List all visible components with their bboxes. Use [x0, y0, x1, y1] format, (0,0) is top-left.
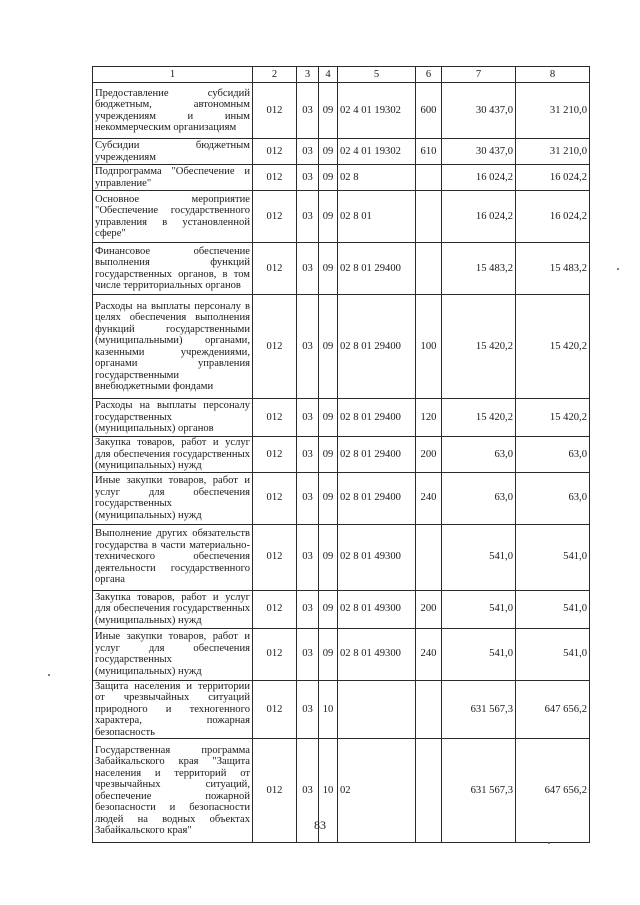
row-name-cell: Основное мероприятие "Обеспечение государственного управления в установленной сфере" — [93, 191, 253, 243]
table-row — [93, 295, 590, 399]
row-amount-year2-cell: 15 420,2 — [516, 399, 590, 437]
row-expense-type-cell: 600 — [416, 83, 442, 139]
row-expense-type-cell: 240 — [416, 628, 442, 680]
row-target-article-cell: 02 8 01 — [338, 191, 416, 243]
scan-speck — [617, 268, 619, 270]
header-col-6: 6 — [416, 67, 442, 83]
row-amount-year1-cell: 631 567,3 — [442, 739, 516, 843]
row-subsection-cell: 09 — [319, 437, 338, 473]
row-section-cell: 03 — [297, 83, 319, 139]
row-subsection-cell: 09 — [319, 399, 338, 437]
table-row — [93, 243, 590, 295]
row-code-cell: 012 — [253, 191, 297, 243]
row-target-article-cell: 02 8 01 29400 — [338, 437, 416, 473]
row-amount-year2-cell: 31 210,0 — [516, 83, 590, 139]
row-name-cell: Защита населения и территории от чрезвычайных ситуаций природного и техногенного характера, пожарная безопасность — [93, 680, 253, 739]
row-code-cell: 012 — [253, 295, 297, 399]
row-name-cell: Государственная программа Забайкальского края "Защита населения и территорий от чрезвычайных ситуаций, обеспечение пожарной безопасности и безопасности людей на водных объектах Забайкальского края" — [93, 739, 253, 843]
table-row — [93, 191, 590, 243]
row-code-cell: 012 — [253, 590, 297, 628]
row-amount-year2-cell: 15 483,2 — [516, 243, 590, 295]
row-section-cell: 03 — [297, 680, 319, 739]
row-subsection-cell: 09 — [319, 295, 338, 399]
row-target-article-cell: 02 4 01 19302 — [338, 139, 416, 165]
table-row — [93, 437, 590, 473]
header-col-3: 3 — [297, 67, 319, 83]
row-amount-year1-cell: 631 567,3 — [442, 680, 516, 739]
row-amount-year1-cell: 16 024,2 — [442, 165, 516, 191]
row-target-article-cell: 02 — [338, 739, 416, 843]
row-amount-year2-cell: 15 420,2 — [516, 295, 590, 399]
table-row — [93, 590, 590, 628]
row-section-cell: 03 — [297, 739, 319, 843]
row-amount-year1-cell: 63,0 — [442, 437, 516, 473]
table-row — [93, 680, 590, 739]
row-expense-type-cell — [416, 165, 442, 191]
row-amount-year1-cell: 541,0 — [442, 628, 516, 680]
row-target-article-cell: 02 8 01 29400 — [338, 295, 416, 399]
row-subsection-cell: 09 — [319, 83, 338, 139]
row-section-cell: 03 — [297, 524, 319, 590]
table-header-row — [93, 67, 590, 83]
row-subsection-cell: 09 — [319, 139, 338, 165]
row-name-cell: Подпрограмма "Обеспечение и управление" — [93, 165, 253, 191]
row-code-cell: 012 — [253, 524, 297, 590]
scan-speck — [48, 674, 50, 676]
row-amount-year1-cell: 63,0 — [442, 472, 516, 524]
row-name-cell: Расходы на выплаты персоналу государственных (муниципальных) органов — [93, 399, 253, 437]
row-code-cell: 012 — [253, 472, 297, 524]
row-expense-type-cell: 100 — [416, 295, 442, 399]
row-target-article-cell — [338, 680, 416, 739]
row-amount-year1-cell: 15 420,2 — [442, 295, 516, 399]
row-name-cell: Финансовое обеспечение выполнения функций государственных органов, в том числе территориальных органов — [93, 243, 253, 295]
row-expense-type-cell: 120 — [416, 399, 442, 437]
row-target-article-cell: 02 4 01 19302 — [338, 83, 416, 139]
row-code-cell: 012 — [253, 739, 297, 843]
row-target-article-cell: 02 8 01 29400 — [338, 243, 416, 295]
row-expense-type-cell: 200 — [416, 437, 442, 473]
row-expense-type-cell — [416, 191, 442, 243]
row-subsection-cell: 09 — [319, 191, 338, 243]
row-name-cell: Предоставление субсидий бюджетным, автономным учреждениям и иным некоммерческим организациям — [93, 83, 253, 139]
table-row — [93, 472, 590, 524]
row-name-cell: Иные закупки товаров, работ и услуг для обеспечения государственных (муниципальных) нужд — [93, 472, 253, 524]
row-amount-year1-cell: 16 024,2 — [442, 191, 516, 243]
row-amount-year2-cell: 647 656,2 — [516, 739, 590, 843]
header-col-8: 8 — [516, 67, 590, 83]
row-name-cell: Закупка товаров, работ и услуг для обеспечения государственных (муниципальных) нужд — [93, 590, 253, 628]
row-subsection-cell: 10 — [319, 739, 338, 843]
row-name-cell: Закупка товаров, работ и услуг для обеспечения государственных (муниципальных) нужд — [93, 437, 253, 473]
row-name-cell: Субсидии бюджетным учреждениям — [93, 139, 253, 165]
row-target-article-cell: 02 8 01 49300 — [338, 590, 416, 628]
row-amount-year2-cell: 541,0 — [516, 590, 590, 628]
budget-table — [92, 66, 590, 843]
row-amount-year1-cell: 541,0 — [442, 590, 516, 628]
row-expense-type-cell: 200 — [416, 590, 442, 628]
row-expense-type-cell: 610 — [416, 139, 442, 165]
row-section-cell: 03 — [297, 437, 319, 473]
row-expense-type-cell: 240 — [416, 472, 442, 524]
table-row — [93, 628, 590, 680]
row-target-article-cell: 02 8 01 29400 — [338, 399, 416, 437]
row-code-cell: 012 — [253, 680, 297, 739]
row-section-cell: 03 — [297, 472, 319, 524]
row-section-cell: 03 — [297, 590, 319, 628]
row-code-cell: 012 — [253, 165, 297, 191]
row-section-cell: 03 — [297, 191, 319, 243]
row-amount-year2-cell: 541,0 — [516, 524, 590, 590]
row-name-cell: Иные закупки товаров, работ и услуг для обеспечения государственных (муниципальных) нужд — [93, 628, 253, 680]
row-section-cell: 03 — [297, 628, 319, 680]
row-section-cell: 03 — [297, 295, 319, 399]
row-amount-year1-cell: 15 420,2 — [442, 399, 516, 437]
row-code-cell: 012 — [253, 399, 297, 437]
row-expense-type-cell — [416, 680, 442, 739]
table-row — [93, 524, 590, 590]
row-code-cell: 012 — [253, 437, 297, 473]
row-section-cell: 03 — [297, 243, 319, 295]
row-section-cell: 03 — [297, 139, 319, 165]
scan-speck — [548, 842, 550, 844]
row-expense-type-cell — [416, 243, 442, 295]
header-col-7: 7 — [442, 67, 516, 83]
row-code-cell: 012 — [253, 83, 297, 139]
row-subsection-cell: 09 — [319, 590, 338, 628]
row-amount-year2-cell: 541,0 — [516, 628, 590, 680]
row-code-cell: 012 — [253, 628, 297, 680]
header-col-4: 4 — [319, 67, 338, 83]
row-code-cell: 012 — [253, 243, 297, 295]
row-target-article-cell: 02 8 — [338, 165, 416, 191]
row-amount-year2-cell: 63,0 — [516, 472, 590, 524]
table-row — [93, 83, 590, 139]
row-subsection-cell: 09 — [319, 472, 338, 524]
table-body — [93, 83, 590, 843]
table-row — [93, 165, 590, 191]
page-number: 83 — [314, 818, 326, 832]
row-subsection-cell: 09 — [319, 243, 338, 295]
row-amount-year1-cell: 30 437,0 — [442, 83, 516, 139]
row-amount-year2-cell: 31 210,0 — [516, 139, 590, 165]
row-subsection-cell: 10 — [319, 680, 338, 739]
row-section-cell: 03 — [297, 399, 319, 437]
row-name-cell: Выполнение других обязательств государства в части материально-технического обеспечения деятельности государственного органа — [93, 524, 253, 590]
row-subsection-cell: 09 — [319, 524, 338, 590]
row-target-article-cell: 02 8 01 49300 — [338, 628, 416, 680]
row-subsection-cell: 09 — [319, 628, 338, 680]
header-col-5: 5 — [338, 67, 416, 83]
row-amount-year2-cell: 647 656,2 — [516, 680, 590, 739]
header-col-1: 1 — [93, 67, 253, 83]
table-row — [93, 399, 590, 437]
row-name-cell: Расходы на выплаты персоналу в целях обеспечения выполнения функций государственными (муниципальными) органами, казенными учреждениями, органами управления государственными внебюджетными фондами — [93, 295, 253, 399]
row-expense-type-cell — [416, 524, 442, 590]
row-amount-year1-cell: 541,0 — [442, 524, 516, 590]
row-amount-year1-cell: 30 437,0 — [442, 139, 516, 165]
row-subsection-cell: 09 — [319, 165, 338, 191]
row-amount-year1-cell: 15 483,2 — [442, 243, 516, 295]
row-target-article-cell: 02 8 01 29400 — [338, 472, 416, 524]
row-amount-year2-cell: 16 024,2 — [516, 165, 590, 191]
table-row — [93, 139, 590, 165]
row-amount-year2-cell: 63,0 — [516, 437, 590, 473]
row-section-cell: 03 — [297, 165, 319, 191]
row-target-article-cell: 02 8 01 49300 — [338, 524, 416, 590]
row-code-cell: 012 — [253, 139, 297, 165]
header-col-2: 2 — [253, 67, 297, 83]
row-amount-year2-cell: 16 024,2 — [516, 191, 590, 243]
